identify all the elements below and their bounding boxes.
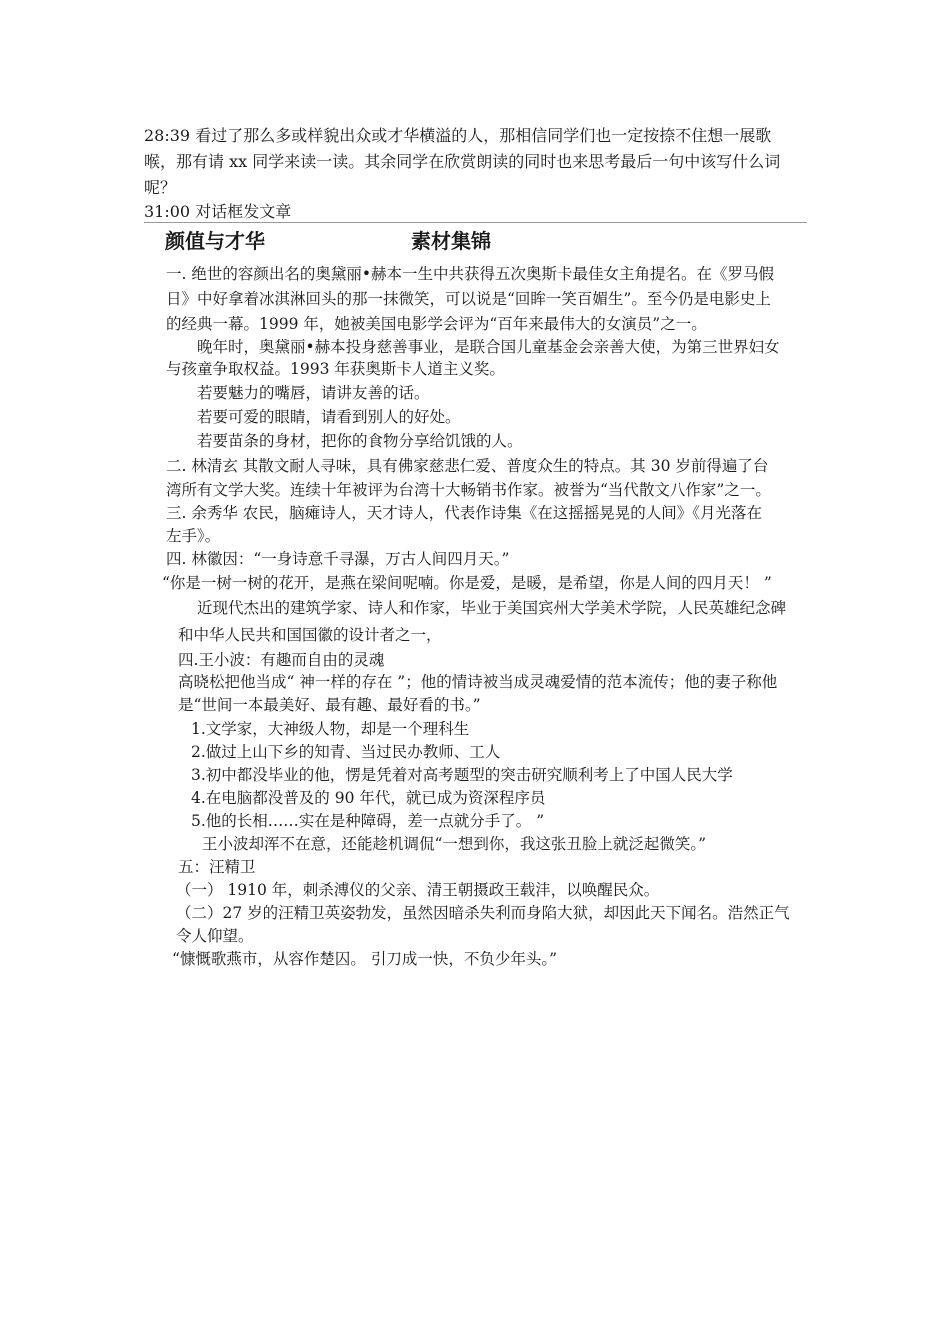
title-left: 颜值与才华 (165, 229, 265, 253)
body-line: （一） 1910 年，刺杀溥仪的父亲、清王朝摄政王载沣，以唤醒民众。 (176, 881, 660, 899)
body-line: 高晓松把他当成“ 神一样的存在 ”；他的情诗被当成灵魂爱情的范本流传；他的妻子称他 (178, 673, 778, 691)
body-line: “你是一树一树的花开，是燕在梁间呢喃。你是爱，是暖，是希望，你是人间的四月天！ ” (162, 574, 772, 592)
body-line: 湾所有文学大奖。连续十年被评为台湾十大畅销书作家。被誉为“当代散文八作家”之一。 (166, 481, 771, 499)
body-line: （二）27 岁的汪精卫英姿勃发，虽然因暗杀失利而身陷大狱，却因此天下闻名。浩然正气 (176, 904, 790, 922)
body-line: “慷慨歌燕市，从容作楚囚。 引刀成一快，不负少年头。” (172, 950, 558, 968)
body-line: 四.王小波：有趣而自由的灵魂 (178, 651, 385, 669)
body-line: 四. 林徽因：“一身诗意千寻瀑，万古人间四月天。” (166, 550, 510, 568)
header-line-4: 31:00 对话框发文章 (144, 202, 292, 221)
body-line: 若要魅力的嘴唇，请讲友善的话。 (197, 384, 430, 402)
body-line: 是“世间一本最美好、最有趣、最好看的书。” (178, 696, 481, 714)
header-line-1: 28:39 看过了那么多或样貌出众或才华横溢的人，那相信同学们也一定按捺不住想一展歌 (144, 126, 772, 145)
body-line: 的经典一幕。1999 年，她被美国电影学会评为“百年来最伟大的女演员”之一。 (166, 315, 707, 333)
body-line: 1.文学家，大神级人物，却是一个理科生 (191, 720, 470, 738)
body-line: 4.在电脑都没普及的 90 年代，就已成为资深程序员 (191, 789, 546, 807)
divider (144, 222, 807, 223)
body-line: 若要苗条的身材，把你的食物分享给饥饿的人。 (197, 432, 523, 450)
body-line: 若要可爱的眼睛，请看到别人的好处。 (197, 408, 461, 426)
body-line: 晚年时，奥黛丽•赫本投身慈善事业，是联合国儿童基金会亲善大使，为第三世界妇女 (197, 338, 780, 356)
body-line: 近现代杰出的建筑学家、诗人和作家，毕业于美国宾州大学美术学院，人民英雄纪念碑 (197, 599, 787, 617)
title-right: 素材集锦 (411, 229, 491, 253)
body-line: 王小波却浑不在意，还能趁机调侃“一想到你，我这张丑脸上就泛起微笑。” (202, 835, 707, 853)
body-line: 左手》。 (166, 527, 221, 545)
header-line-3: 呢？ (144, 178, 177, 197)
body-line: 2.做过上山下乡的知青、当过民办教师、工人 (191, 743, 501, 761)
body-line: 二. 林清玄 其散文耐人寻味，具有佛家慈悲仁爱、普度众生的特点。其 30 岁前得遍了台 (166, 457, 769, 475)
body-line: 与孩童争取权益。1993 年获奥斯卡人道主义奖。 (166, 360, 505, 378)
body-line: 5.他的长相……实在是种障碍，差一点就分手了。 ” (191, 812, 545, 830)
body-line: 令人仰望。 (176, 927, 254, 945)
body-line: 一. 绝世的容颜出名的奥黛丽•赫本一生中共获得五次奥斯卡最佳女主角提名。在《罗马假 (166, 265, 774, 283)
body-line: 3.初中都没毕业的他，愣是凭着对高考题型的突击研究顺利考上了中国人民大学 (191, 766, 733, 784)
body-line: 和中华人民共和国国徽的设计者之一， (178, 626, 442, 644)
body-line: 三. 余秀华 农民，脑瘫诗人，天才诗人，代表作诗集《在这摇摇晃晃的人间》《月光落在 (166, 504, 763, 522)
body-line: 五：汪精卫 (178, 858, 256, 876)
body-line: 日》中好拿着冰淇淋回头的那一抹微笑，可以说是“回眸一笑百媚生”。至今仍是电影史上 (166, 290, 771, 308)
header-line-2: 喉，那有请 xx 同学来读一读。其余同学在欣赏朗读的同时也来思考最后一句中该写什么词 (144, 152, 781, 171)
